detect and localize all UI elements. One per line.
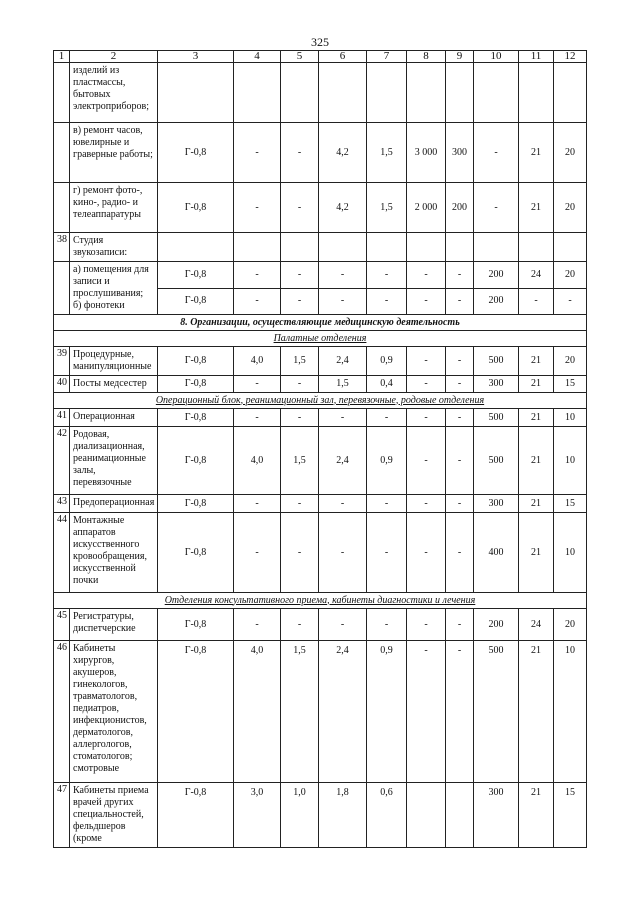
value-cell: -: [281, 513, 319, 593]
value-cell: -: [446, 409, 474, 427]
subsection-title: Палатные отделения: [54, 331, 587, 347]
value-cell: 4,0: [234, 427, 281, 495]
row-name: в) ремонт часов, ювелирные и граверные работы;: [70, 123, 158, 183]
value-cell: -: [234, 262, 281, 289]
row-name: Студия звукозаписи:: [70, 233, 158, 262]
value-cell: 2,4: [319, 641, 367, 783]
table-row: [54, 641, 587, 783]
value-cell: -: [281, 376, 319, 393]
value-cell: -: [554, 288, 587, 315]
value-cell: 3 000: [407, 123, 446, 183]
value-cell: 2,4: [319, 427, 367, 495]
value-cell: -: [407, 513, 446, 593]
value-cell: -: [407, 609, 446, 641]
column-header: 10: [474, 51, 519, 63]
table-row: [54, 513, 587, 593]
value-cell: 0,9: [367, 427, 407, 495]
value-cell: -: [407, 262, 446, 289]
value-cell: -: [319, 513, 367, 593]
value-cell: -: [234, 183, 281, 233]
value-cell: 500: [474, 409, 519, 427]
value-cell: 4,2: [319, 183, 367, 233]
value-cell: -: [281, 609, 319, 641]
row-name: Кабинеты хирургов, акушеров, гинекологов, травматологов, педиатров, инфекционистов, дерматологов, аллергологов, стоматологов; смотровые: [70, 641, 158, 783]
value-cell: 21: [519, 376, 554, 393]
value-cell: 21: [519, 641, 554, 783]
value-cell: 2 000: [407, 183, 446, 233]
value-cell: 10: [554, 427, 587, 495]
value-cell: 300: [474, 376, 519, 393]
value-cell: 300: [474, 495, 519, 513]
value-cell: -: [367, 288, 407, 315]
section-row: [54, 315, 587, 331]
value-cell: 21: [519, 409, 554, 427]
value-cell: 200: [474, 262, 519, 289]
value-cell: Г-0,8: [158, 495, 234, 513]
value-cell: 21: [519, 347, 554, 376]
value-cell: -: [446, 262, 474, 289]
row-name-a: а) помещения для записи и прослушивания;: [73, 264, 149, 299]
row-name: Операционная: [70, 409, 158, 427]
table-row: [54, 63, 587, 123]
row-number: 47: [54, 783, 70, 848]
value-cell: -: [446, 609, 474, 641]
column-header: 7: [367, 51, 407, 63]
value-cell: -: [474, 183, 519, 233]
value-cell: -: [367, 495, 407, 513]
value-cell: 400: [474, 513, 519, 593]
column-header: 2: [70, 51, 158, 63]
value-cell: -: [281, 262, 319, 289]
column-header: 3: [158, 51, 234, 63]
value-cell: 200: [474, 609, 519, 641]
column-header: 9: [446, 51, 474, 63]
value-cell: -: [446, 495, 474, 513]
value-cell: -: [446, 513, 474, 593]
value-cell: 0,9: [367, 347, 407, 376]
value-cell: -: [234, 609, 281, 641]
row-number: [54, 63, 70, 123]
value-cell: 1,5: [367, 123, 407, 183]
value-cell: 4,0: [234, 641, 281, 783]
table-row: [54, 376, 587, 393]
table-row: [54, 123, 587, 183]
row-name: Кабинеты приема врачей других специальностей, фельдшеров (кроме: [70, 783, 158, 848]
page-number: 325: [311, 35, 329, 49]
table-row: [54, 183, 587, 233]
row-name: Родовая, диализационная, реанимационные залы, перевязочные: [70, 427, 158, 495]
value-cell: -: [319, 288, 367, 315]
table-row: [54, 783, 587, 848]
table-row: [54, 233, 587, 262]
value-cell: 21: [519, 783, 554, 848]
value-cell: 10: [554, 513, 587, 593]
value-cell: -: [319, 262, 367, 289]
value-cell: -: [367, 609, 407, 641]
value-cell: -: [234, 409, 281, 427]
value-cell: 1,5: [367, 183, 407, 233]
value-cell: 1,5: [281, 641, 319, 783]
row-number: 38: [54, 233, 70, 262]
value-cell: 24: [519, 609, 554, 641]
row-name: Регистратуры, диспетчерские: [70, 609, 158, 641]
value-cell: 21: [519, 183, 554, 233]
value-cell: 1,5: [281, 427, 319, 495]
table-row: [54, 495, 587, 513]
value-cell: Г-0,8: [158, 641, 234, 783]
row-number: [54, 183, 70, 233]
subsection-row: [54, 393, 587, 409]
value-cell: Г-0,8: [158, 183, 234, 233]
row-number: 41: [54, 409, 70, 427]
value-cell: -: [281, 183, 319, 233]
row-name: [70, 262, 158, 315]
row-number: 45: [54, 609, 70, 641]
value-cell: -: [474, 123, 519, 183]
value-cell: -: [281, 288, 319, 315]
section-title: 8. Организации, осуществляющие медицинскую деятельность: [54, 315, 587, 331]
value-cell: 24: [519, 262, 554, 289]
row-name: Процедурные, манипуляционные: [70, 347, 158, 376]
row-number: [54, 262, 70, 315]
value-cell: 21: [519, 513, 554, 593]
value-cell: 21: [519, 427, 554, 495]
subsection-row: [54, 331, 587, 347]
value-cell: -: [407, 376, 446, 393]
value-cell: 15: [554, 495, 587, 513]
value-cell: 20: [554, 123, 587, 183]
value-cell: [407, 783, 446, 848]
value-cell: 200: [474, 288, 519, 315]
row-number: 46: [54, 641, 70, 783]
row-name: Монтажные аппаратов искусственного кровообращения, искусственной почки: [70, 513, 158, 593]
row-name: изделий из пластмассы, бытовых электроприборов;: [70, 63, 158, 123]
column-header: 4: [234, 51, 281, 63]
value-cell: -: [234, 123, 281, 183]
value-cell: 0,6: [367, 783, 407, 848]
row-number: 42: [54, 427, 70, 495]
value-cell: 200: [446, 183, 474, 233]
value-cell: 2,4: [319, 347, 367, 376]
table-row: [54, 262, 587, 289]
value-cell: -: [407, 347, 446, 376]
row-number: 40: [54, 376, 70, 393]
value-cell: Г-0,8: [158, 123, 234, 183]
value-cell: 1,5: [281, 347, 319, 376]
value-cell: Г-0,8: [158, 262, 234, 289]
value-cell: 4,0: [234, 347, 281, 376]
value-cell: -: [446, 288, 474, 315]
value-cell: Г-0,8: [158, 783, 234, 848]
value-cell: 0,4: [367, 376, 407, 393]
row-name: Предоперационная: [70, 495, 158, 513]
value-cell: Г-0,8: [158, 513, 234, 593]
table-row: [54, 347, 587, 376]
illumination-norms-table: [53, 50, 587, 848]
value-cell: Г-0,8: [158, 409, 234, 427]
value-cell: 4,2: [319, 123, 367, 183]
value-cell: 3,0: [234, 783, 281, 848]
value-cell: 20: [554, 609, 587, 641]
value-cell: 1,5: [319, 376, 367, 393]
value-cell: -: [367, 409, 407, 427]
column-header: 11: [519, 51, 554, 63]
value-cell: -: [234, 288, 281, 315]
value-cell: -: [234, 495, 281, 513]
value-cell: 20: [554, 262, 587, 289]
table-body: [54, 51, 587, 848]
value-cell: -: [446, 641, 474, 783]
value-cell: 1,8: [319, 783, 367, 848]
table-row: [54, 609, 587, 641]
value-cell: -: [367, 513, 407, 593]
value-cell: -: [446, 376, 474, 393]
value-cell: Г-0,8: [158, 427, 234, 495]
value-cell: -: [281, 409, 319, 427]
table-header-row: [54, 51, 587, 63]
value-cell: 500: [474, 347, 519, 376]
subsection-title: Операционный блок, реанимационный зал, перевязочные, родовые отделения: [54, 393, 587, 409]
value-cell: 300: [446, 123, 474, 183]
value-cell: 500: [474, 427, 519, 495]
value-cell: -: [234, 513, 281, 593]
value-cell: Г-0,8: [158, 609, 234, 641]
subsection-row: [54, 593, 587, 609]
column-header: 8: [407, 51, 446, 63]
row-number: 39: [54, 347, 70, 376]
row-number: 44: [54, 513, 70, 593]
value-cell: -: [407, 409, 446, 427]
value-cell: Г-0,8: [158, 376, 234, 393]
row-name-b: б) фонотеки: [73, 300, 125, 311]
value-cell: 500: [474, 641, 519, 783]
row-name: г) ремонт фото-, кино-, радио- и телеаппаратуры: [70, 183, 158, 233]
column-header: 12: [554, 51, 587, 63]
value-cell: 10: [554, 641, 587, 783]
column-header: 6: [319, 51, 367, 63]
table-row: [54, 409, 587, 427]
value-cell: -: [407, 288, 446, 315]
value-cell: 300: [474, 783, 519, 848]
value-cell: -: [519, 288, 554, 315]
column-header: 5: [281, 51, 319, 63]
row-number: [54, 123, 70, 183]
value-cell: 15: [554, 783, 587, 848]
value-cell: -: [319, 409, 367, 427]
row-number: 43: [54, 495, 70, 513]
value-cell: 15: [554, 376, 587, 393]
value-cell: Г-0,8: [158, 288, 234, 315]
value-cell: -: [319, 495, 367, 513]
value-cell: -: [281, 495, 319, 513]
value-cell: 10: [554, 409, 587, 427]
value-cell: -: [407, 427, 446, 495]
value-cell: 20: [554, 347, 587, 376]
value-cell: 21: [519, 495, 554, 513]
value-cell: 0,9: [367, 641, 407, 783]
value-cell: -: [446, 427, 474, 495]
column-header: 1: [54, 51, 70, 63]
value-cell: [446, 783, 474, 848]
value-cell: -: [407, 495, 446, 513]
value-cell: 21: [519, 123, 554, 183]
subsection-title: Отделения консультативного приема, кабинеты диагностики и лечения: [54, 593, 587, 609]
value-cell: Г-0,8: [158, 347, 234, 376]
value-cell: 20: [554, 183, 587, 233]
value-cell: -: [234, 376, 281, 393]
value-cell: -: [281, 123, 319, 183]
row-name: Посты медсестер: [70, 376, 158, 393]
value-cell: 1,0: [281, 783, 319, 848]
table-row: [54, 427, 587, 495]
value-cell: -: [319, 609, 367, 641]
value-cell: -: [407, 641, 446, 783]
value-cell: -: [367, 262, 407, 289]
value-cell: -: [446, 347, 474, 376]
